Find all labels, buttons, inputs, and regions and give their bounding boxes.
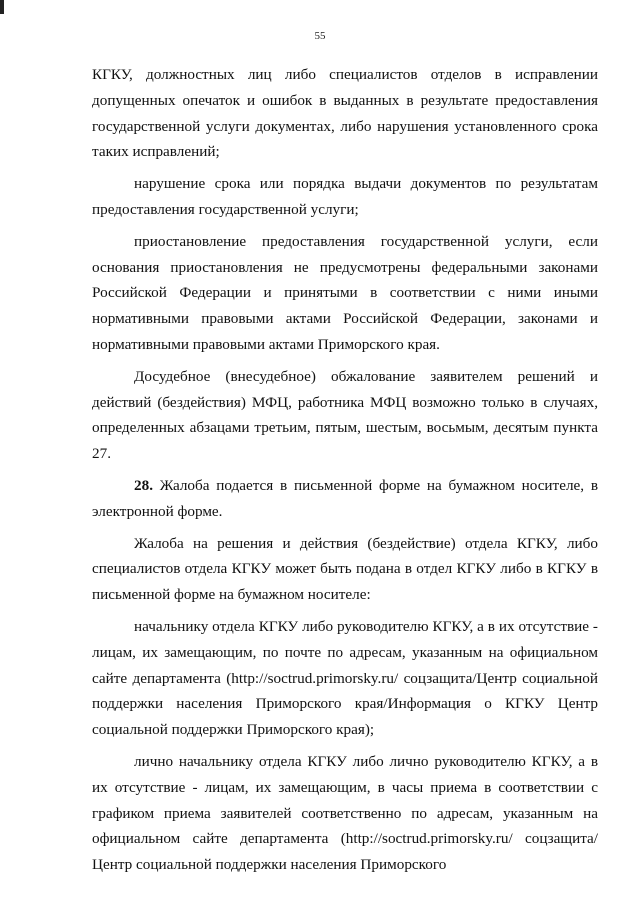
document-body [92,62,598,884]
paragraph-7: начальнику отдела КГКУ либо руководителю КГКУ, а в их отсутствие - лицам, их замещающим, по почте по адресам, указанным на официальном сайте департамента (http://soctrud.primorsky.ru/ соцзащита/Центр социальной поддержки населения Приморского края/Информация о КГКУ Центр социальной поддержки Приморского края); [92,617,598,739]
item-text: Жалоба подается в письменной форме на бумажном носителе, в электронной форме. [92,476,598,520]
scan-corner-mark [0,0,4,14]
paragraph-5-item-28 [92,473,598,525]
page-number: 55 [314,30,326,42]
paragraph-6: Жалоба на решения и действия (бездействие) отдела КГКУ, либо специалистов отдела КГКУ может быть подана в отдел КГКУ либо в КГКУ в письменной форме на бумажном носителе: [92,534,598,604]
paragraph-2: нарушение срока или порядка выдачи документов по результатам предоставления государственной услуги; [92,175,598,218]
paragraph-1: КГКУ, должностных лиц либо специалистов отделов в исправлении допущенных опечаток и ошибок в выданных в результате предоставления государственной услуги документах, либо нарушения установленного срока таких исправлений; [92,66,598,161]
paragraph-4: Досудебное (внесудебное) обжалование заявителем решений и действий (бездействия) МФЦ, работника МФЦ возможно только в случаях, определенных абзацами третьим, пятым, шестым, восьмым, десятым пункта 27. [92,367,598,463]
paragraph-8: лично начальнику отдела КГКУ либо лично руководителю КГКУ, а в их отсутствие - лицам, их замещающим, в часы приема в соответствии с графиком приема заявителей соответственно по адресам, указанным на официальном сайте департамента (http://soctrud.primorsky.ru/ соцзащита/Центр социальной поддержки населения Приморского [92,752,598,874]
paragraph-3: приостановление предоставления государственной услуги, если основания приостановления не предусмотрены федеральными законами Российской Федерации и принятыми в соответствии с ними иными нормативными правовыми актами Российской Федерации, законами и нормативными правовыми актами Приморского края. [92,232,598,353]
item-number: 28. [134,476,153,494]
